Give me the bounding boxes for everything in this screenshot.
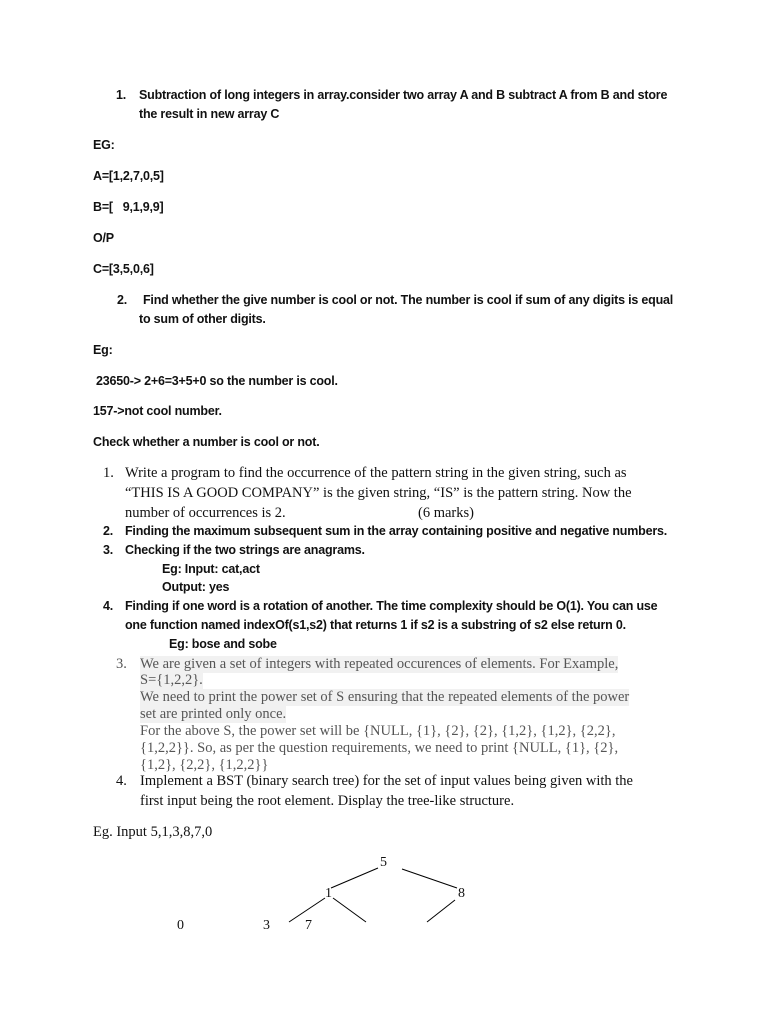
- bst-node-1: 1: [325, 886, 332, 901]
- bst-node-0: 0: [177, 918, 184, 933]
- q2-example-cool: 23650-> 2+6=3+5+0 so the number is cool.: [96, 374, 338, 388]
- q2-check-text: Check whether a number is cool or not.: [93, 435, 320, 449]
- q1-text-line2: the result in new array C: [139, 107, 280, 121]
- list-a-item3-input: Eg: Input: cat,act: [162, 562, 260, 576]
- list-a-item4-number: 4.: [103, 599, 114, 613]
- list-b-item4-line2: first input being the root element. Display the tree-like structure.: [140, 793, 515, 809]
- edge-8-left: [427, 900, 455, 922]
- list-a-item3-output: Output: yes: [162, 580, 230, 594]
- edge-5-1: [331, 868, 378, 888]
- bst-node-7: 7: [305, 918, 312, 933]
- list-b-item3-line3: We need to print the power set of S ensuring that the repeated elements of the power: [140, 689, 630, 705]
- q2-text-line1: Find whether the give number is cool or not. The number is cool if sum of any digits is equal: [143, 293, 674, 307]
- list-b-item3-line2: S={1,2,2}.: [140, 672, 203, 688]
- q1-text-line1: Subtraction of long integers in array.consider two array A and B subtract A from B and store: [139, 88, 668, 102]
- list-b-item4-line1: Implement a BST (binary search tree) for the set of input values being given with the: [140, 773, 633, 789]
- bst-node-3: 3: [263, 918, 270, 933]
- q1-array-b: B=[ 9,1,9,9]: [93, 200, 164, 214]
- list-b-item4-number: 4.: [116, 773, 127, 789]
- q2-text-line2: to sum of other digits.: [139, 312, 266, 326]
- list-a-item2-number: 2.: [103, 524, 114, 538]
- list-b-item3-line7: {1,2}, {2,2}, {1,2,2}}: [140, 757, 269, 773]
- list-a-item1-line1: Write a program to find the occurrence of the pattern string in the given string, such as: [125, 465, 627, 481]
- list-a-item3-number: 3.: [103, 543, 114, 557]
- edge-5-8: [402, 869, 457, 888]
- list-a-item1-number: 1.: [103, 465, 114, 481]
- q1-array-c: C=[3,5,0,6]: [93, 262, 154, 276]
- list-b-item3-line5: For the above S, the power set will be {NULL, {1}, {2}, {2}, {1,2}, {1,2}, {2,2},: [140, 723, 616, 739]
- list-a-item2-text: Finding the maximum subsequent sum in the array containing positive and negative numbers.: [125, 524, 668, 538]
- q2-eg-label: Eg:: [93, 343, 113, 357]
- q1-array-a: A=[1,2,7,0,5]: [93, 169, 164, 183]
- list-b-item3-line6: {1,2,2}}. So, as per the question requirements, we need to print {NULL, {1}, {2},: [140, 740, 619, 756]
- q1-output-label: O/P: [93, 231, 114, 245]
- list-a-item4-line2: one function named indexOf(s1,s2) that returns 1 if s2 is a substring of s2 else return 0.: [125, 618, 626, 632]
- list-a-item1-marks: (6 marks): [418, 505, 474, 521]
- q2-example-not-cool: 157->not cool number.: [93, 404, 222, 418]
- list-a-item1-line2: “THIS IS A GOOD COMPANY” is the given string, “IS” is the pattern string. Now the: [125, 485, 632, 501]
- bst-input-label: Eg. Input 5,1,3,8,7,0: [93, 824, 213, 840]
- bst-node-8: 8: [458, 886, 465, 901]
- list-a-item3-text: Checking if the two strings are anagrams.: [125, 543, 365, 557]
- q2-number: 2.: [117, 293, 128, 307]
- list-b-item3-line1: We are given a set of integers with repeated occurences of elements. For Example,: [140, 656, 619, 672]
- list-b-item3-line4: set are printed only once.: [140, 706, 287, 722]
- q1-number: 1.: [116, 88, 127, 102]
- q1-eg-label: EG:: [93, 138, 115, 152]
- list-a-item4-example: Eg: bose and sobe: [169, 637, 277, 651]
- list-a-item1-line3: number of occurrences is 2.: [125, 505, 286, 521]
- bst-node-5: 5: [380, 855, 387, 870]
- list-b-item3-number: 3.: [116, 656, 127, 672]
- edge-1-right: [333, 898, 366, 922]
- list-a-item4-line1: Finding if one word is a rotation of another. The time complexity should be O(1). You can use: [125, 599, 658, 613]
